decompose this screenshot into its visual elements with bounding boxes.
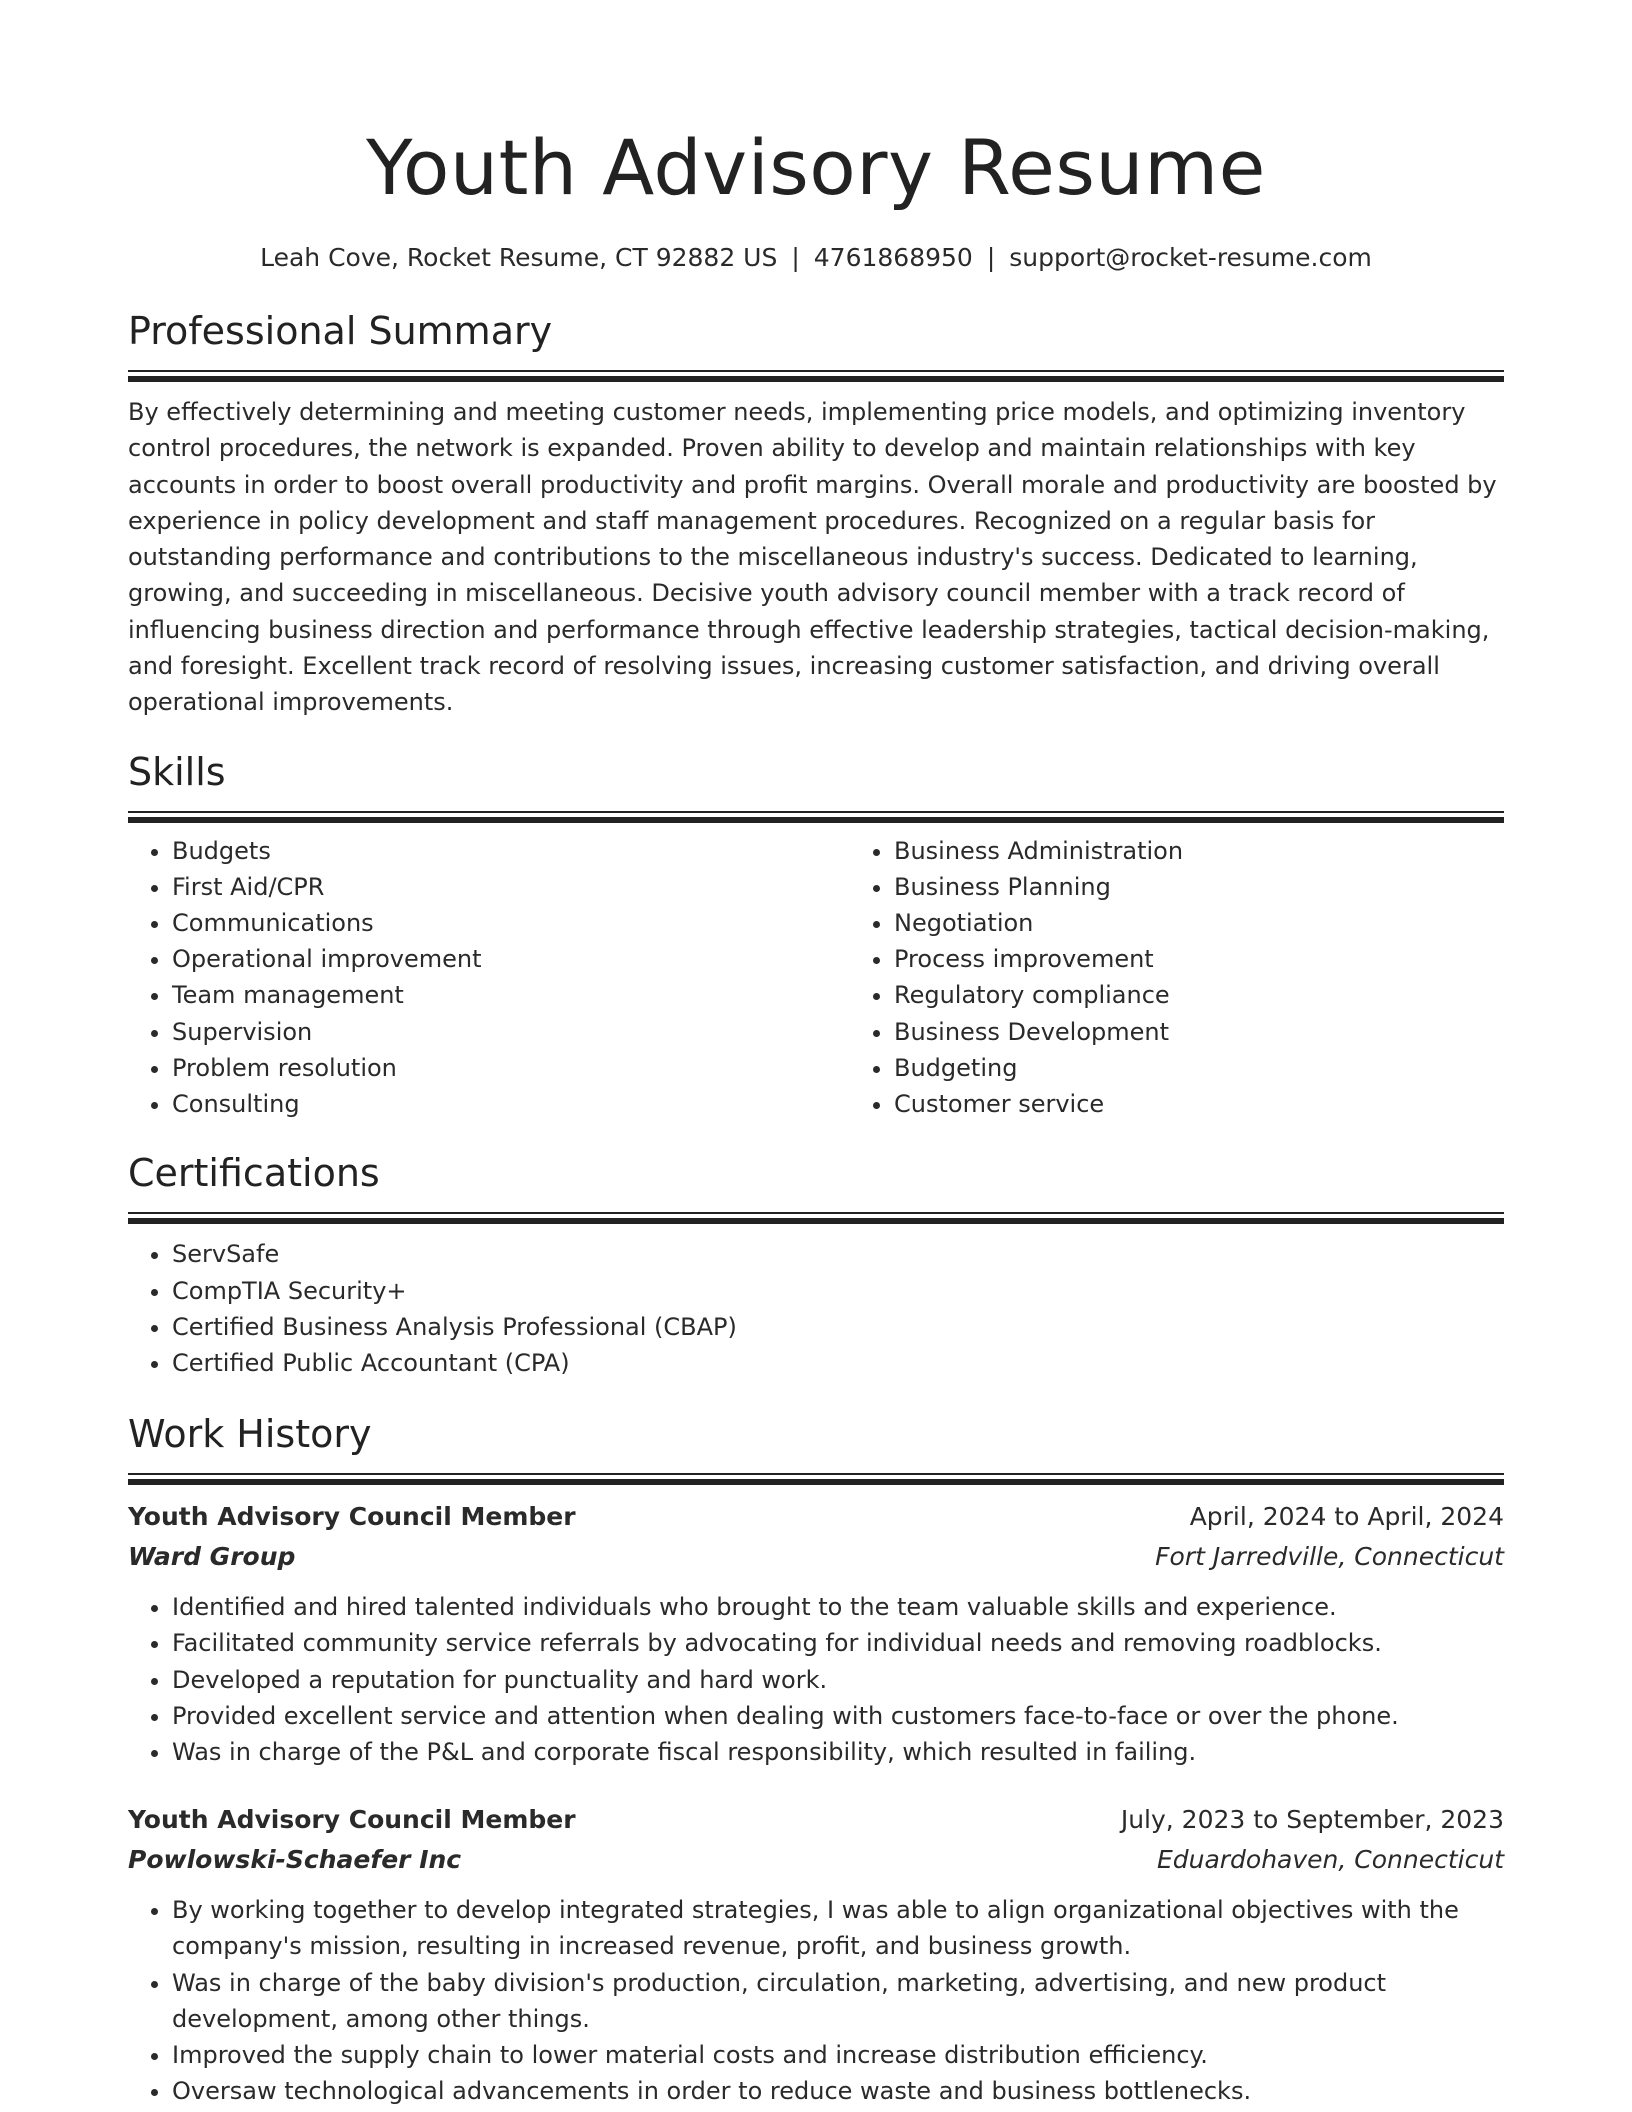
contact-address: Leah Cove, Rocket Resume, CT 92882 US xyxy=(260,243,778,272)
job-bullet: • Developed a reputation for punctuality and hard work. xyxy=(172,1662,1504,1698)
skill-item: • Business Planning xyxy=(894,869,1572,905)
certification-item: • Certified Business Analysis Professional (CBAP) xyxy=(172,1309,1504,1345)
section-divider xyxy=(128,1473,1504,1475)
section-divider-thick xyxy=(128,1218,1504,1224)
resume-page xyxy=(128,0,1504,2109)
skill-item: • Budgeting xyxy=(894,1050,1572,1086)
contact-line xyxy=(128,240,1504,276)
resume-title: Youth Advisory Resume xyxy=(366,123,1266,212)
section-divider-thick xyxy=(128,1479,1504,1485)
skill-item: • Operational improvement xyxy=(172,941,850,977)
job-header xyxy=(128,1802,1504,1838)
section-divider-thick xyxy=(128,817,1504,823)
certification-item: • CompTIA Security+ xyxy=(172,1273,1504,1309)
job-subheader xyxy=(128,1539,1504,1575)
job-company: Ward Group xyxy=(128,1542,296,1572)
skill-item: • Process improvement xyxy=(894,941,1572,977)
skills-columns xyxy=(128,833,1504,1123)
job-location: Fort Jarredville, Connecticut xyxy=(1155,1542,1504,1572)
job-entry xyxy=(128,1499,1504,1770)
job-bullets xyxy=(128,1589,1504,1770)
job-title: Youth Advisory Council Member xyxy=(128,1805,576,1835)
certification-item: • Certified Public Accountant (CPA) xyxy=(172,1345,1504,1381)
skill-item: • Supervision xyxy=(172,1014,850,1050)
section-divider xyxy=(128,370,1504,372)
contact-separator: | xyxy=(986,243,996,272)
job-bullet: • Oversaw technological advancements in order to reduce waste and business bottlenecks. xyxy=(172,2073,1504,2109)
job-dates: April, 2024 to April, 2024 xyxy=(1189,1502,1504,1532)
skills-list-right xyxy=(850,833,1572,1123)
section-divider xyxy=(128,1212,1504,1214)
job-header xyxy=(128,1499,1504,1535)
skill-item: • Communications xyxy=(172,905,850,941)
skill-item: • Team management xyxy=(172,977,850,1013)
contact-email: support@rocket-resume.com xyxy=(1009,243,1372,272)
certifications-section xyxy=(128,1148,1504,1381)
skill-item: • Business Development xyxy=(894,1014,1572,1050)
job-location: Eduardohaven, Connecticut xyxy=(1156,1845,1504,1875)
skill-item: • Consulting xyxy=(172,1086,850,1122)
summary-text: By effectively determining and meeting customer needs, implementing price models, and optimizing inventory control procedures, the network is expanded. Proven ability to develop and maintain relationships with key accounts in order to boost overall productivity and profit margins. Overall morale and productivity are boosted by experience in policy development and staff management procedures. Recognized on a regular basis for outstanding performance and contributions to the miscellaneous industry's success. Dedicated to learning, growing, and succeeding in miscellaneous. Decisive youth advisory council member with a track record of influencing business direction and performance through effective leadership strategies, tactical decision-making, and foresight. Excellent track record of resolving issues, increasing customer satisfaction, and driving overall operational improvements. xyxy=(128,398,1497,717)
job-bullet: • Was in charge of the P&L and corporate fiscal responsibility, which resulted in failing. xyxy=(172,1734,1504,1770)
job-company: Powlowski-Schaefer Inc xyxy=(128,1845,462,1875)
job-title: Youth Advisory Council Member xyxy=(128,1502,576,1532)
job-dates: July, 2023 to September, 2023 xyxy=(1120,1805,1504,1835)
job-bullet: • Improved the supply chain to lower material costs and increase distribution efficiency. xyxy=(172,2037,1504,2073)
certification-item: • ServSafe xyxy=(172,1236,1504,1272)
job-bullet: • Facilitated community service referrals by advocating for individual needs and removing roadblocks. xyxy=(172,1625,1504,1661)
section-divider xyxy=(128,811,1504,813)
work-history-section xyxy=(128,1409,1504,2109)
summary-section xyxy=(128,306,1504,721)
skill-item: • Negotiation xyxy=(894,905,1572,941)
skills-heading: Skills xyxy=(128,749,226,794)
summary-heading: Professional Summary xyxy=(128,309,553,353)
job-bullet: • Was in charge of the baby division's production, circulation, marketing, advertising, and new product development, among other things. xyxy=(172,1965,1504,2037)
skill-item: • Budgets xyxy=(172,833,850,869)
work-history-heading: Work History xyxy=(128,1412,372,1457)
job-bullets xyxy=(128,1892,1504,2109)
certifications-heading: Certifications xyxy=(128,1151,380,1196)
contact-phone: 4761868950 xyxy=(813,243,973,272)
job-bullet: • By working together to develop integrated strategies, I was able to align organizational objectives with the company's mission, resulting in increased revenue, profit, and business growth. xyxy=(172,1892,1504,1964)
skill-item: • Customer service xyxy=(894,1086,1572,1122)
skill-item: • Problem resolution xyxy=(172,1050,850,1086)
certifications-list xyxy=(128,1236,1504,1381)
skills-section xyxy=(128,747,1504,1123)
skill-item: • First Aid/CPR xyxy=(172,869,850,905)
skill-item: • Business Administration xyxy=(894,833,1572,869)
skill-item: • Regulatory compliance xyxy=(894,977,1572,1013)
skills-list-left xyxy=(128,833,850,1123)
job-bullet: • Identified and hired talented individuals who brought to the team valuable skills and experience. xyxy=(172,1589,1504,1625)
job-entry xyxy=(128,1802,1504,2109)
section-divider-thick xyxy=(128,376,1504,382)
contact-separator: | xyxy=(791,243,800,272)
job-subheader xyxy=(128,1842,1504,1878)
job-bullet: • Provided excellent service and attention when dealing with customers face-to-face or over the phone. xyxy=(172,1698,1504,1734)
